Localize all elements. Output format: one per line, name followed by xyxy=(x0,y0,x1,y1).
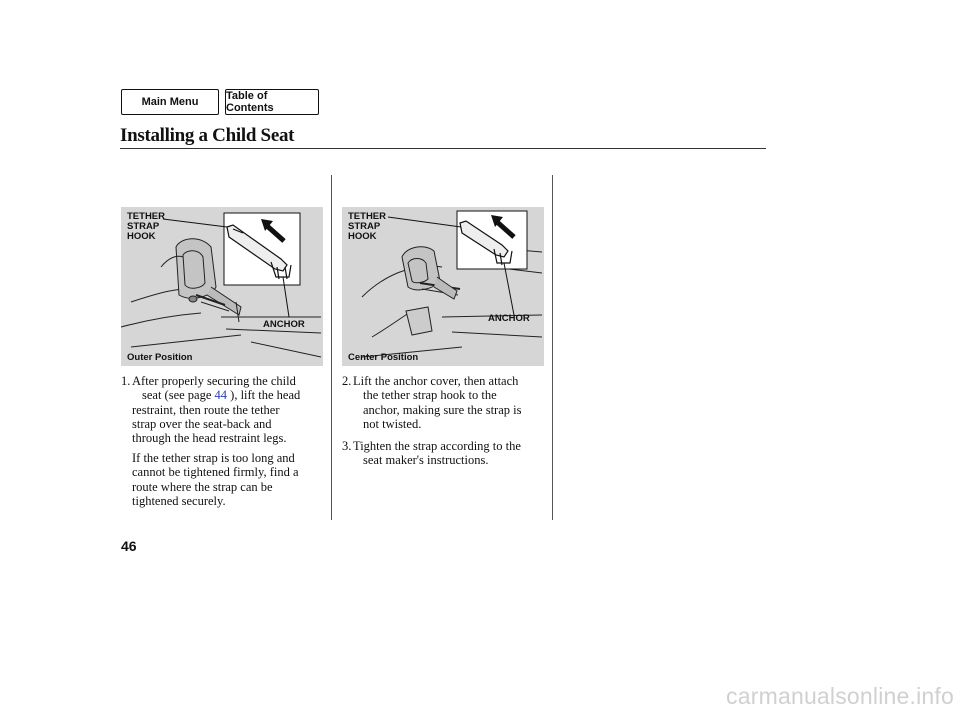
table-of-contents-button[interactable]: Table of Contents xyxy=(225,89,319,115)
tether-strap-note: If the tether strap is too long and cannot be tightened firmly, find a route where the strap can be tightened securely. xyxy=(132,451,299,508)
step-1-number: 1. xyxy=(121,374,131,388)
outer-tether-hook-label: TETHER STRAP HOOK xyxy=(127,211,165,242)
main-menu-button[interactable]: Main Menu xyxy=(121,89,219,115)
column-divider-left xyxy=(331,175,332,520)
step-2-number: 2. xyxy=(342,374,352,388)
page-44-link[interactable]: 44 xyxy=(214,388,228,403)
page-number: 46 xyxy=(121,538,137,554)
center-tether-hook-label: TETHER STRAP HOOK xyxy=(348,211,386,242)
step-1-line-4: strap over the seat-back and xyxy=(132,416,272,431)
outer-position-caption: Outer Position xyxy=(127,352,193,363)
title-divider xyxy=(120,148,766,149)
page-title: Installing a Child Seat xyxy=(120,125,295,146)
step-2: 2. Lift the anchor cover, then attach the tether strap hook to the anchor, making sure the strap is not twisted. xyxy=(342,374,522,431)
step-3-number: 3. xyxy=(342,439,352,453)
column-divider-right xyxy=(552,175,553,520)
outer-anchor-label: ANCHOR xyxy=(263,319,305,330)
figure-outer-position xyxy=(121,207,323,366)
figure-center-position xyxy=(342,207,544,366)
step-1-line-2: seat (see page 44 ), lift the head xyxy=(142,388,301,403)
step-1-line-1: After properly securing the child xyxy=(132,374,296,388)
watermark: carmanualsonline.info xyxy=(726,683,954,709)
center-position-caption: Center Position xyxy=(348,352,419,363)
center-anchor-label: ANCHOR xyxy=(488,313,530,324)
step-1-line-3: restraint, then route the tether xyxy=(132,402,280,417)
step-1 xyxy=(121,374,326,445)
step-3: 3. Tighten the strap according to the seat maker's instructions. xyxy=(342,439,521,468)
step-1-line-5: through the head restraint legs. xyxy=(132,431,287,446)
